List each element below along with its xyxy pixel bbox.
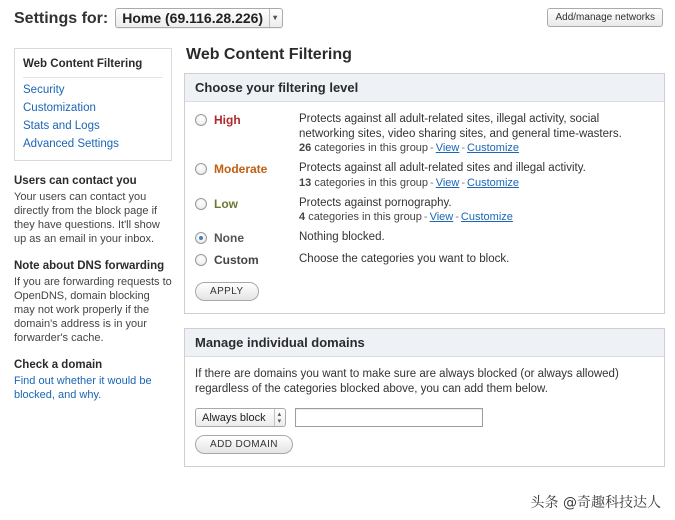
sidebar-nav bbox=[14, 48, 172, 161]
settings-for-group bbox=[14, 8, 283, 28]
filter-level-high-meta: 26 categories in this group - View - Customize bbox=[299, 142, 520, 154]
customize-link-low[interactable]: Customize bbox=[460, 211, 513, 223]
sidebar-section-contact-text: Your users can contact you directly from the block page if they have questions. It'll show up as an email in your inbox. bbox=[14, 191, 160, 245]
view-link-high[interactable]: View bbox=[435, 142, 460, 154]
filter-level-custom-control[interactable] bbox=[195, 252, 299, 267]
sidebar-section-dns bbox=[14, 260, 172, 345]
sidebar-section-contact bbox=[14, 175, 172, 246]
filter-level-none-description: Nothing blocked. bbox=[299, 231, 385, 243]
network-select-divider bbox=[269, 9, 270, 27]
apply-button[interactable]: APPLY bbox=[195, 282, 259, 301]
settings-for-label: Settings for: bbox=[14, 10, 109, 27]
filter-level-moderate-meta: 13 categories in this group - View - Customize bbox=[299, 176, 520, 189]
filter-level-low-description: Protects against pornography. bbox=[299, 196, 452, 209]
customize-link-moderate[interactable]: Customize bbox=[467, 176, 520, 189]
sidebar-item-security[interactable]: Security bbox=[23, 84, 65, 96]
sidebar-item-customization[interactable]: Customization bbox=[23, 102, 96, 114]
filter-level-none-control[interactable] bbox=[195, 230, 299, 245]
domain-input[interactable] bbox=[295, 408, 483, 427]
sidebar-section-dns-heading: Note about DNS forwarding bbox=[14, 260, 165, 272]
filter-level-custom-description: Choose the categories you want to block. bbox=[299, 253, 510, 265]
sidebar-section-contact-heading: Users can contact you bbox=[14, 175, 137, 187]
filter-level-moderate-description: Protects against all adult-related sites and illegal activity. bbox=[299, 162, 586, 174]
filter-level-none-info bbox=[299, 230, 654, 245]
manage-domains-heading: Manage individual domains bbox=[185, 329, 664, 357]
radio-low-icon[interactable] bbox=[195, 198, 207, 210]
stepper-arrows-icon: ▴ ▾ bbox=[277, 410, 282, 425]
content-wrapper bbox=[0, 38, 675, 481]
sidebar bbox=[14, 42, 172, 481]
filter-level-none-label: None bbox=[214, 231, 244, 245]
sidebar-section-check-domain-heading: Check a domain bbox=[14, 359, 103, 371]
filter-level-custom-info bbox=[299, 252, 654, 267]
filter-level-high-count: 26 bbox=[299, 142, 312, 154]
filter-level-moderate-count-text: categories in this group bbox=[314, 176, 429, 189]
check-domain-link[interactable]: Find out whether it would be blocked, and why. bbox=[14, 375, 152, 401]
filter-level-high-count-text: categories in this group bbox=[314, 142, 429, 154]
chevron-down-icon: ▾ bbox=[273, 13, 278, 22]
main-content bbox=[172, 42, 665, 481]
block-mode-select[interactable] bbox=[195, 408, 286, 427]
filtering-level-heading: Choose your filtering level bbox=[185, 74, 664, 102]
network-select[interactable] bbox=[115, 8, 283, 28]
filter-level-high-label: High bbox=[214, 113, 241, 127]
add-domain-button[interactable]: ADD DOMAIN bbox=[195, 435, 293, 454]
filtering-level-panel bbox=[184, 73, 665, 314]
radio-moderate-icon[interactable] bbox=[195, 163, 207, 175]
filter-level-high-info bbox=[299, 112, 654, 154]
filter-level-custom-label: Custom bbox=[214, 253, 259, 267]
filter-level-row[interactable] bbox=[195, 230, 654, 245]
filter-level-moderate-info bbox=[299, 161, 654, 189]
filter-level-row[interactable] bbox=[195, 161, 654, 189]
sidebar-item-stats-and-logs[interactable]: Stats and Logs bbox=[23, 120, 100, 132]
block-mode-select-value: Always block bbox=[202, 411, 266, 424]
manage-domains-panel bbox=[184, 328, 665, 467]
view-link-moderate[interactable]: View bbox=[435, 176, 460, 189]
filtering-level-body bbox=[185, 102, 664, 313]
filter-level-low-count: 4 bbox=[299, 211, 306, 223]
filter-level-high-description: Protects against all adult-related sites, illegal activity, social networking sites, video sharing sites, and general time-wasters. bbox=[299, 113, 622, 140]
sidebar-item-advanced-settings[interactable]: Advanced Settings bbox=[23, 138, 119, 150]
sidebar-nav-divider bbox=[23, 77, 163, 78]
manage-domains-body bbox=[185, 357, 664, 466]
filter-level-moderate-label: Moderate bbox=[214, 162, 268, 176]
radio-custom-icon[interactable] bbox=[195, 254, 207, 266]
top-bar bbox=[0, 0, 675, 38]
filter-level-high-control[interactable] bbox=[195, 112, 299, 127]
radio-high-icon[interactable] bbox=[195, 114, 207, 126]
filter-level-low-info bbox=[299, 196, 654, 224]
sidebar-item-web-content-filtering[interactable]: Web Content Filtering bbox=[23, 58, 143, 70]
customize-link-high[interactable]: Customize bbox=[467, 142, 520, 154]
filter-level-low-meta: 4 categories in this group - View - Customize bbox=[299, 211, 513, 223]
view-link-low[interactable]: View bbox=[429, 211, 454, 223]
filter-level-moderate-count: 13 bbox=[299, 176, 312, 189]
manage-domains-row bbox=[195, 408, 654, 427]
radio-none-icon[interactable] bbox=[195, 232, 207, 244]
filter-level-low-label: Low bbox=[214, 196, 238, 211]
manage-domains-text: If there are domains you want to make sure are always blocked (or always allowed) regardless of the categories blocked above, you can add them below. bbox=[195, 368, 619, 395]
watermark: 头条 @奇趣科技达人 bbox=[530, 495, 661, 511]
network-select-value: Home (69.116.28.226) bbox=[122, 10, 264, 26]
filter-level-low-control[interactable] bbox=[195, 196, 299, 211]
sidebar-section-check-domain bbox=[14, 359, 172, 402]
filter-level-row[interactable] bbox=[195, 196, 654, 224]
page-title: Web Content Filtering bbox=[186, 46, 352, 63]
filter-level-row[interactable] bbox=[195, 252, 654, 267]
filter-level-low-count-text: categories in this group bbox=[308, 211, 422, 223]
filter-level-row[interactable] bbox=[195, 112, 654, 154]
block-mode-select-divider bbox=[274, 409, 275, 426]
filter-level-moderate-control[interactable] bbox=[195, 161, 299, 176]
sidebar-section-dns-text: If you are forwarding requests to OpenDNS, domain blocking may not work properly if the domain's address is in your forwarder's cache. bbox=[14, 276, 172, 344]
add-manage-networks-button[interactable]: Add/manage networks bbox=[547, 8, 663, 27]
